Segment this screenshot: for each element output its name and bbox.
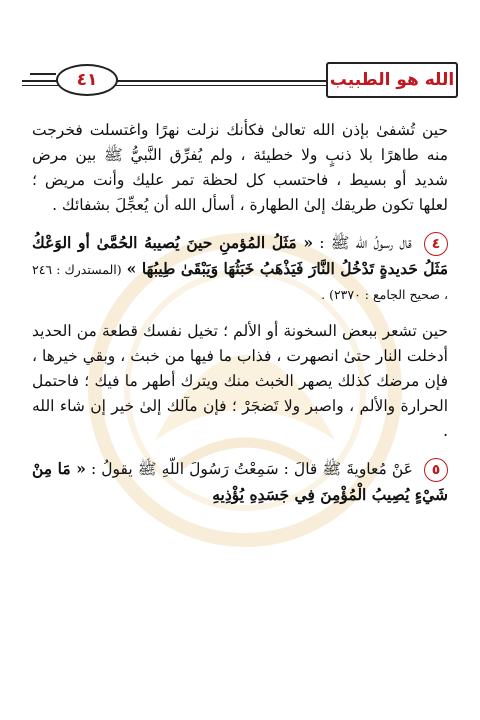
page-number-text: ٤١	[76, 70, 98, 90]
page-header	[22, 60, 458, 100]
hadith-text: « مَثَلُ المُؤمنِ حينَ يُصيبهُ الحُمَّىٰ أو الوَعْكُ مَثَلُ حَديدةٍ تَدْخُلُ النَّارَ فَيَذْهَبُ خَبَثُهَا وَيَبْقَىٰ طِيبُهَا »	[32, 233, 448, 278]
hadith-intro: عَنْ مُعاويةَ ﷺ قالَ : سَمِعْتُ رَسُولَ اللّهِ ﷺ يقولُ :	[90, 460, 413, 478]
hadith-text: « مَا مِنْ شَيْءٍ يُصِيبُ الْمُؤْمِنَ فِي جَسَدِهِ يُؤْذِيهِ	[32, 459, 448, 504]
paragraph-1: حين تُشفىٰ بإذن الله تعالىٰ فكأنك نزلت نهرًا واغتسلت فخرجت منه طاهرًا بلا ذنبٍ ولا خطيئة ، ولم يُفرِّق النَّبيُّ ﷺ بين مرض شديد أو بسيط ، فاحتسب كل لحظة تمر عليك وأنت مريض ؛ لعلها تكون طريقك إلىٰ الطهارة ، أسأل الله أن يُعجِّلَ بشفائك .	[32, 121, 448, 214]
page-number	[56, 64, 118, 96]
hadith-intro: قال رسولُ الله ﷺ :	[319, 234, 412, 252]
hadith-reference: (المستدرك : ٢٤٦ ، صحيح الجامع : ٢٣٧٠) .	[32, 262, 448, 302]
paragraph-4	[32, 456, 448, 508]
page-number-cap	[30, 73, 56, 75]
paragraph-2	[32, 230, 448, 307]
book-title-box	[326, 62, 458, 98]
item-number-badge: ٤	[424, 232, 448, 256]
page-body	[32, 118, 448, 508]
book-title: الله هو الطبيب	[329, 70, 455, 90]
paragraph-3: حين تشعر ببعض السخونة أو الألم ؛ تخيل نفسك قطعة من الحديد أدخلت النار حتىٰ انصهرت ، فذاب ما فيها من خبث ، وبقي خيرها ، فإن مرضك كذلك يصهر الخبث منك ويترك أطهر ما فيك ؛ فاحتمل الحرارة والألم ، واصبر ولا تَضجَرْ ؛ فإن مآلك إلىٰ خير إن شاء الله .	[32, 322, 448, 440]
item-number-badge: ٥	[424, 458, 448, 482]
